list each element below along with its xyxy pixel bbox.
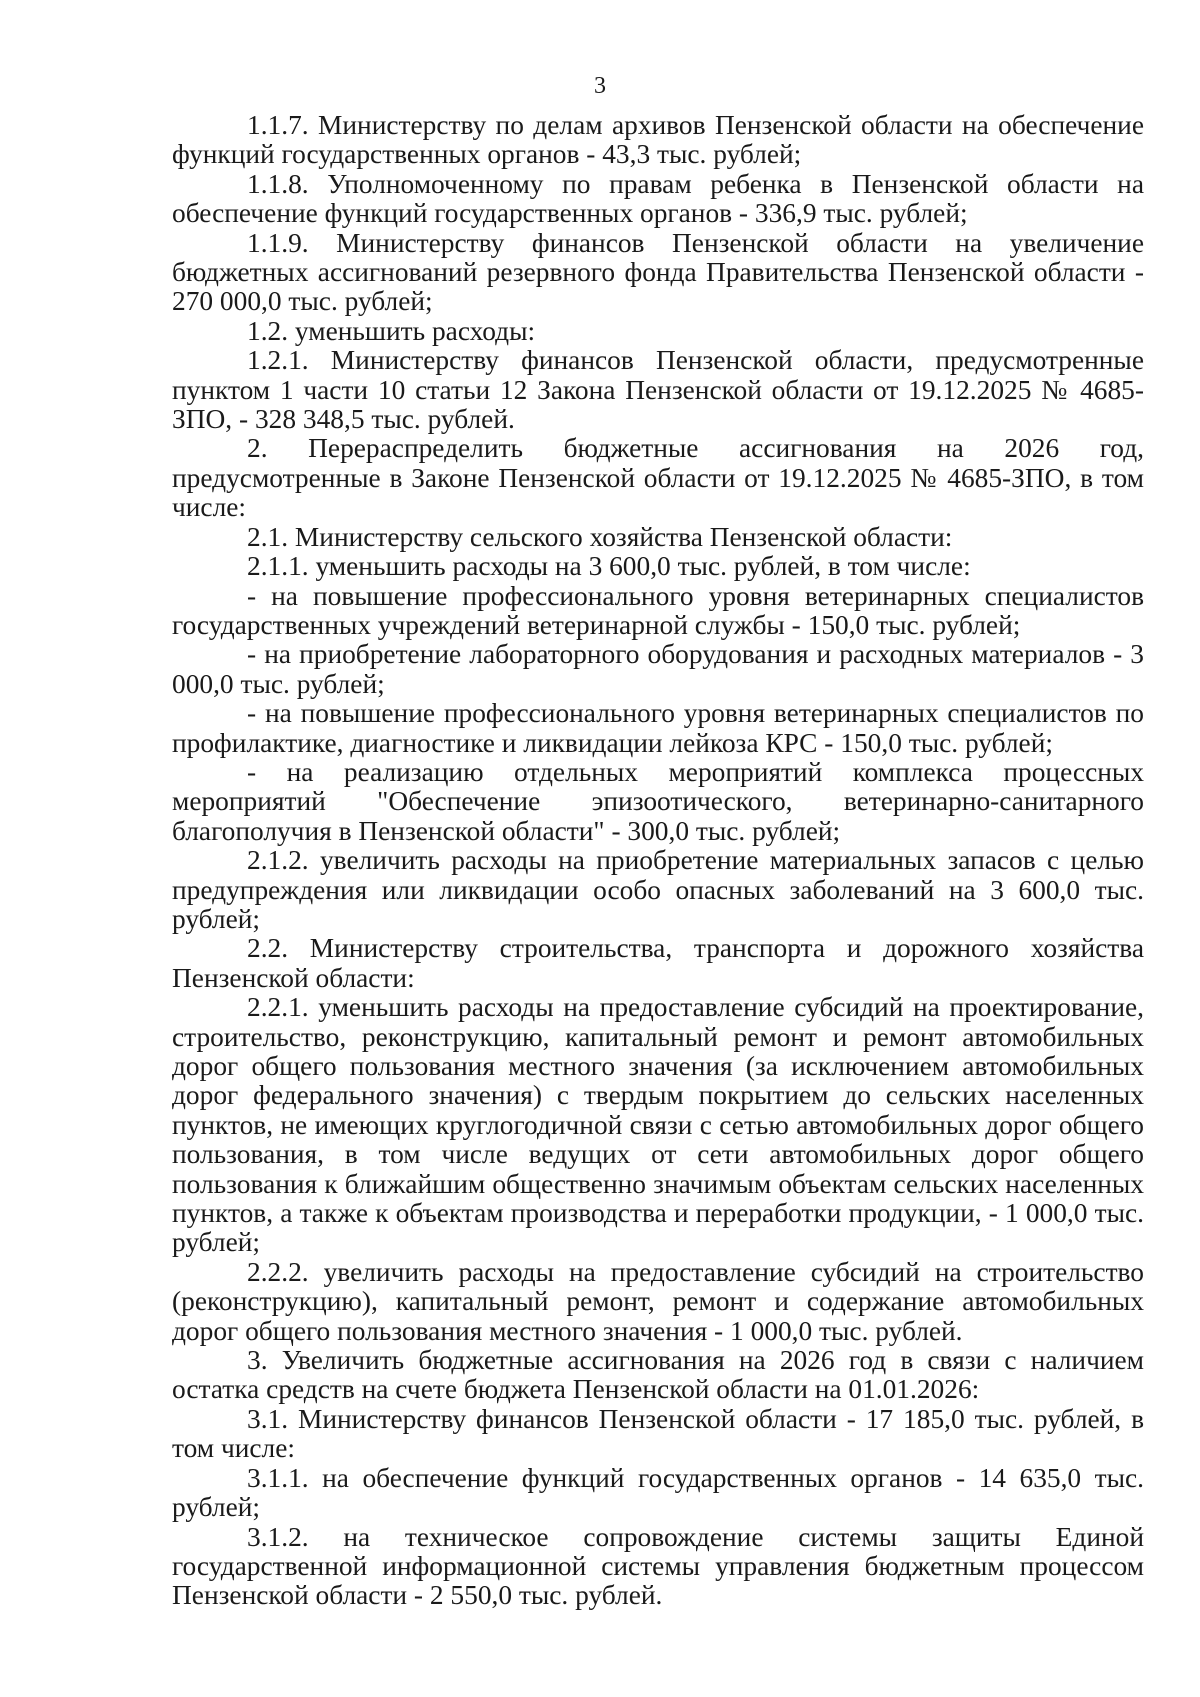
paragraph-2-2-1: 2.2.1. уменьшить расходы на предоставление субсидий на проектирование, строительство, реконструкцию, капитальный ремонт и ремонт автомобильных дорог общего пользования местного значения (за исключением автомобильных дорог федерального значения) с твердым покрытием до сельских населенных пунктов, не имеющих круглогодичной связи с сетью автомобильных дорог общего пользования, в том числе ведущих от сети автомобильных дорог общего пользования к ближайшим общественно значимым объектам сельских населенных пунктов, а также к объектам производства и переработки продукции, - 1 000,0 тыс. рублей; (172, 992, 1144, 1258)
list-item-vet-specialists: - на повышение профессионального уровня ветеринарных специалистов государственных учреждений ветеринарной службы - 150,0 тыс. рублей; (172, 580, 1144, 640)
paragraph-2-1: 2.1. Министерству сельского хозяйства Пензенской области: (247, 521, 953, 552)
paragraph-1-2: 1.2. уменьшить расходы: (247, 315, 536, 346)
list-item-leukosis: - на повышение профессионального уровня ветеринарных специалистов по профилактике, диагностике и ликвидации лейкоза КРС - 150,0 тыс. рублей; (172, 698, 1144, 758)
paragraph-2: 2. Перераспределить бюджетные ассигнования на 2026 год, предусмотренные в Законе Пензенской области от 19.12.2025 № 4685-ЗПО, в том числе: (172, 433, 1144, 523)
paragraph-3: 3. Увеличить бюджетные ассигнования на 2026 год в связи с наличием остатка средств на счете бюджета Пензенской области на 01.01.2026: (172, 1345, 1144, 1405)
page-number: 3 (594, 73, 606, 99)
paragraph-2-2: 2.2. Министерству строительства, транспорта и дорожного хозяйства Пензенской области: (172, 933, 1144, 993)
paragraph-2-1-1: 2.1.1. уменьшить расходы на 3 600,0 тыс. рублей, в том числе: (247, 551, 971, 582)
document-body (172, 111, 1144, 1611)
paragraph-2-1-2: 2.1.2. увеличить расходы на приобретение материальных запасов с целью предупреждения или ликвидации особо опасных заболеваний на 3 600,0 тыс. рублей; (172, 845, 1144, 934)
paragraph-3-1-1: 3.1.1. на обеспечение функций государственных органов - 14 635,0 тыс. рублей; (172, 1462, 1144, 1523)
paragraph-1-1-8: 1.1.8. Уполномоченному по правам ребенка в Пензенской области на обеспечение функций государственных органов - 336,9 тыс. рублей; (172, 168, 1144, 229)
paragraph-2-2-2: 2.2.2. увеличить расходы на предоставление субсидий на строительство (реконструкцию), капитальный ремонт, ремонт и содержание автомобильных дорог общего пользования местного значения - 1 000,0 тыс. рублей. (172, 1256, 1144, 1346)
paragraph-3-1: 3.1. Министерству финансов Пензенской области - 17 185,0 тыс. рублей, в том числе: (172, 1403, 1144, 1464)
paragraph-1-2-1: 1.2.1. Министерству финансов Пензенской области, предусмотренные пунктом 1 части 10 статьи 12 Закона Пензенской области от 19.12.2025 № 4685-ЗПО, - 328 348,5 тыс. рублей. (172, 345, 1144, 435)
list-item-lab-equipment: - на приобретение лабораторного оборудования и расходных материалов - 3 000,0 тыс. рублей; (172, 639, 1144, 699)
paragraph-3-1-2: 3.1.2. на техническое сопровождение системы защиты Единой государственной информационной системы управления бюджетным процессом Пензенской области - 2 550,0 тыс. рублей. (172, 1521, 1144, 1611)
paragraph-1-1-9: 1.1.9. Министерству финансов Пензенской области на увеличение бюджетных ассигнований резервного фонда Правительства Пензенской области - 270 000,0 тыс. рублей; (172, 227, 1144, 317)
list-item-epizootic: - на реализацию отдельных мероприятий комплекса процессных мероприятий "Обеспечение эпизоотического, ветеринарно-санитарного благополучия в Пензенской области" - 300,0 тыс. рублей; (172, 756, 1144, 846)
paragraph-1-1-7: 1.1.7. Министерству по делам архивов Пензенской области на обеспечение функций государственных органов - 43,3 тыс. рублей; (172, 110, 1144, 170)
